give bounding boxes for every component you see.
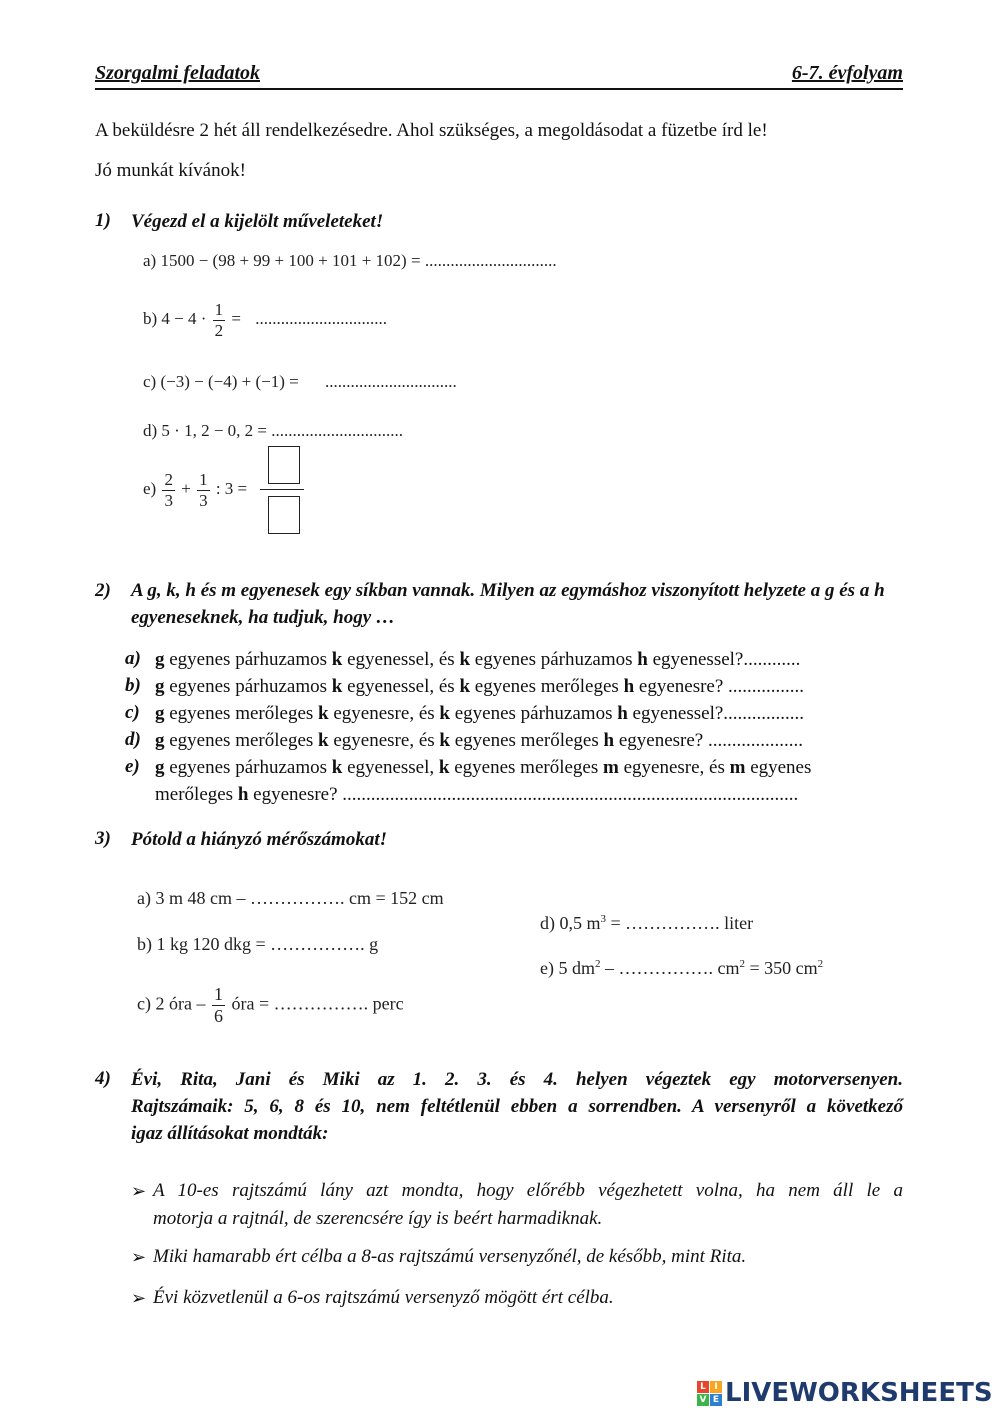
q2-e-label: e): [125, 756, 140, 777]
q2-d-text: g egyenes merőleges k egyenesre, és k egyenes merőleges h egyenesre? ....................: [155, 730, 803, 751]
q1-e: [143, 470, 247, 510]
q2-b-label: b): [125, 675, 141, 696]
q2-title: A g, k, h és m egyenesek egy síkban vannak. Milyen az egymáshoz viszonyított helyzete a g és a h egyeneseknek, ha tudjuk, hogy …: [131, 580, 885, 628]
q3-c-post: óra = ……………. perc: [226, 993, 404, 1014]
q4-bullet-3: Évi közvetlenül a 6-os rajtszámú versenyző mögött ért célba.: [153, 1287, 614, 1308]
q1-title: Végezd el a kijelölt műveleteket!: [131, 211, 384, 232]
q1-d-expr: d) 5 · 1, 2 − 0, 2 =: [143, 421, 272, 440]
q4-line-3: igaz állításokat mondták:: [131, 1123, 329, 1144]
logo-cube-icon: [697, 1381, 722, 1406]
liveworksheets-logo[interactable]: [697, 1378, 993, 1408]
q4-bullet-3-arrow-icon: ➢: [131, 1288, 147, 1308]
q1-e-num1: 2: [164, 470, 173, 489]
q3-e-mid: – ……………. cm: [600, 958, 740, 978]
q3-c-fraction: [212, 984, 225, 1026]
q4-bullet-2: Miki hamarabb ért célba a 8-as rajtszámú versenyzőnél, de később, mint Rita.: [153, 1246, 747, 1267]
page-header: [95, 60, 903, 90]
q3-d[interactable]: [540, 913, 753, 934]
q2-c-answer[interactable]: .................: [723, 703, 805, 724]
q1-a-answer[interactable]: ...............................: [424, 251, 557, 270]
q1-b: [143, 300, 387, 340]
q2-a-label: a): [125, 648, 141, 669]
q1-e-pre: e): [143, 478, 161, 498]
q2-b-answer[interactable]: ................: [728, 676, 805, 697]
q3-d-pre: d) 0,5 m: [540, 913, 601, 933]
q1-e-den1: 3: [164, 490, 173, 510]
q1-c: [143, 372, 457, 392]
q1-c-expr: c) (−3) − (−4) + (−1) =: [143, 372, 303, 391]
q3-e-sup2: 2: [739, 958, 745, 970]
logo-cube-i: I: [710, 1381, 722, 1393]
q1-b-answer[interactable]: ...............................: [255, 308, 388, 328]
q3-a[interactable]: a) 3 m 48 cm – ……………. cm = 152 cm: [137, 888, 444, 908]
q2-d-answer[interactable]: ....................: [707, 730, 803, 751]
logo-cube-e: E: [710, 1394, 722, 1406]
q2-e-text-line2: merőleges h egyenesre? ................................................................................................: [155, 784, 799, 805]
logo-wordmark: LIVEWORKSHEETS: [725, 1378, 993, 1408]
header-title: Szorgalmi feladatok: [95, 62, 261, 84]
q1-e-num2: 1: [199, 470, 208, 489]
q1-b-fraction: [213, 300, 226, 340]
q4-bullet-1-line-1: A 10-es rajtszámú lány azt mondta, hogy előrébb végezhetett volna, ha nem áll le a: [153, 1180, 903, 1201]
q2-e-text-line1: g egyenes párhuzamos k egyenessel, k egyenes merőleges m egyenesre, és m egyenes: [155, 757, 812, 778]
q4-number: 4): [95, 1068, 111, 1089]
q4-bullet-2-arrow-icon: ➢: [131, 1247, 147, 1267]
q1-d: [143, 421, 403, 441]
logo-cube-l: L: [697, 1381, 709, 1393]
q1-e-numerator-box[interactable]: [268, 446, 300, 484]
q3-e-mid2: = 350 cm: [744, 958, 818, 978]
q1-c-answer[interactable]: ...............................: [324, 372, 457, 391]
q3-c[interactable]: [137, 984, 404, 1026]
q1-b-pre: b) 4 − 4 ·: [143, 308, 211, 328]
q2-b-text: g egyenes párhuzamos k egyenessel, és k egyenes merőleges h egyenesre? ................: [155, 676, 805, 697]
q2-c-label: c): [125, 702, 140, 723]
q1-b-den: 2: [214, 320, 224, 340]
q4-bullet-1-line-2: motorja a rajtnál, de szerencsére így is beért harmadiknak.: [153, 1208, 603, 1229]
q1-a-expr: a) 1500 − (98 + 99 + 100 + 101 + 102) =: [143, 251, 425, 270]
q3-number: 3): [95, 828, 111, 849]
intro-line-1: A beküldésre 2 hét áll rendelkezésedre. Ahol szükséges, a megoldásodat a füzetbe írd le!: [95, 120, 768, 141]
q1-e-post: : 3 =: [211, 478, 248, 498]
q2-a-text: g egyenes párhuzamos k egyenessel, és k egyenes párhuzamos h egyenessel?............: [155, 649, 801, 670]
q3-title: Pótold a hiányzó mérőszámokat!: [131, 829, 387, 850]
q2-e-answer[interactable]: ................................................................................................: [342, 784, 799, 805]
q2-c-text: g egyenes merőleges k egyenesre, és k egyenes párhuzamos h egyenessel?.................: [155, 703, 805, 724]
q2-number: 2): [95, 580, 111, 601]
q4-bullet-1-arrow-icon: ➢: [131, 1181, 147, 1201]
q1-a: [143, 251, 557, 271]
q1-e-fraction-1: [162, 470, 175, 510]
q1-e-denominator-box[interactable]: [268, 496, 300, 534]
q3-c-pre: c) 2 óra –: [137, 993, 210, 1014]
q4-line-1: Évi, Rita, Jani és Miki az 1. 2. 3. és 4. helyen végeztek egy motorversenyen.: [131, 1069, 903, 1090]
q3-e[interactable]: [540, 958, 823, 979]
q2-a-answer[interactable]: ............: [743, 649, 801, 670]
q1-b-post: =: [227, 308, 246, 328]
q3-e-pre: e) 5 dm: [540, 958, 595, 978]
q3-e-sup1: 2: [594, 958, 601, 970]
q1-e-fraction-2: [197, 470, 210, 510]
q2-d-label: d): [125, 729, 141, 750]
intro-line-2: Jó munkát kívánok!: [95, 160, 246, 181]
q1-b-num: 1: [214, 300, 224, 319]
q1-e-den2: 3: [199, 490, 208, 510]
q1-e-plus: +: [176, 478, 196, 498]
q3-d-sup: 3: [600, 913, 606, 925]
q1-d-answer[interactable]: ...............................: [271, 421, 403, 440]
q3-d-post: = ……………. liter: [606, 913, 754, 933]
logo-cube-v: V: [697, 1394, 709, 1406]
q3-c-den: 6: [213, 1005, 223, 1026]
q1-e-fraction-line: [260, 489, 304, 490]
q3-c-num: 1: [213, 984, 223, 1004]
q4-line-2: Rajtszámaik: 5, 6, 8 és 10, nem feltétlenül ebben a sorrendben. A versenyről a következő: [131, 1096, 903, 1117]
q3-b[interactable]: b) 1 kg 120 dkg = ……………. g: [137, 934, 379, 954]
q3-e-sup3: 2: [817, 958, 824, 970]
q1-number: 1): [95, 210, 111, 231]
header-grade: 6-7. évfolyam: [791, 62, 903, 84]
